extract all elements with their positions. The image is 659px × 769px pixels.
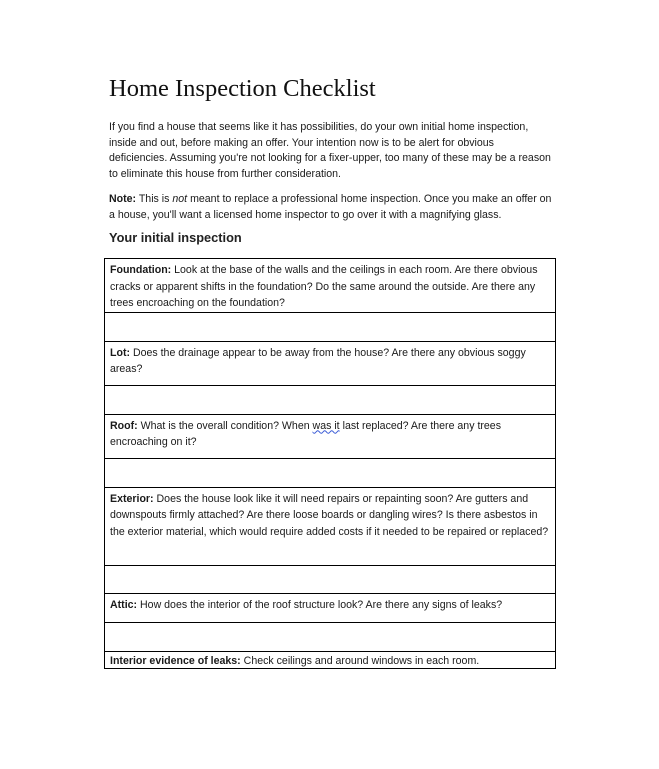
checklist-item — [105, 341, 556, 385]
checklist-row-roof — [105, 414, 556, 458]
answer-cell-foundation[interactable] — [105, 312, 556, 341]
answer-cell-roof[interactable] — [105, 458, 556, 487]
item-label: Interior evidence of leaks: — [110, 654, 241, 667]
page-title: Home Inspection Checklist — [109, 75, 376, 102]
note-paragraph — [109, 192, 555, 223]
note-text-before: This is — [136, 193, 173, 206]
checklist-item — [105, 487, 556, 565]
inspection-checklist-table — [104, 258, 556, 669]
checklist-row-foundation — [105, 259, 556, 313]
answer-row[interactable] — [105, 458, 556, 487]
note-label: Note: — [109, 193, 137, 206]
item-label: Foundation: — [110, 264, 172, 276]
item-label: Lot: — [110, 346, 130, 359]
item-text: What is the overall condition? When — [137, 419, 313, 432]
answer-cell-lot[interactable] — [105, 385, 556, 414]
item-label: Roof: — [110, 419, 138, 432]
checklist-row-interior-leaks — [105, 651, 556, 668]
note-text-after: meant to replace a professional home inspection. Once you make an offer on a house, you'll want a licensed home inspector to go over it with a magnifying glass. — [109, 193, 552, 221]
answer-row[interactable] — [105, 312, 556, 341]
checklist-row-exterior — [105, 487, 556, 565]
answer-cell-exterior[interactable] — [105, 565, 556, 593]
item-text: Look at the base of the walls and the ceilings in each room. Are there obvious cracks or apparent shifts in the foundation? Do the same around the outside. Are there any trees encroaching on the foundation? — [110, 264, 538, 309]
flagged-text: was it — [312, 419, 340, 432]
item-text: Check ceilings and around windows in each room. — [240, 654, 480, 667]
item-label: Attic: — [110, 598, 138, 611]
item-label: Exterior: — [110, 492, 154, 505]
item-text: How does the interior of the roof structure look? Are there any signs of leaks? — [137, 598, 503, 611]
intro-paragraph: If you find a house that seems like it has possibilities, do your own initial home inspection, inside and out, before making an offer. Your intention now is to be alert for obvious deficiencies. Assuming you're not looking for a fixer-upper, too many of these may be a reason to eliminate this house from further consideration. — [109, 121, 551, 180]
item-text: Does the drainage appear to be away from the house? Are there any obvious soggy areas? — [110, 346, 526, 375]
checklist-item — [105, 414, 556, 458]
checklist-item — [105, 259, 556, 313]
note-emphasis: not — [172, 193, 188, 206]
checklist-item — [105, 651, 556, 668]
checklist-item — [105, 593, 556, 622]
checklist-row-attic — [105, 593, 556, 622]
checklist-row-lot — [105, 341, 556, 385]
document-page — [109, 74, 555, 246]
answer-row[interactable] — [105, 565, 556, 593]
item-text: Does the house look like it will need repairs or repainting soon? Are gutters and downspouts firmly attached? Are there loose boards or dangling wires? Is there asbestos in the exterior material, which would require added costs if it needed to be repaired or replaced? — [110, 492, 549, 538]
section-heading: Your initial inspection — [109, 229, 242, 245]
answer-row[interactable] — [105, 622, 556, 651]
answer-cell-attic[interactable] — [105, 622, 556, 651]
item-text: last replaced? Are there any trees encroaching on it? — [110, 419, 501, 448]
answer-row[interactable] — [105, 385, 556, 414]
